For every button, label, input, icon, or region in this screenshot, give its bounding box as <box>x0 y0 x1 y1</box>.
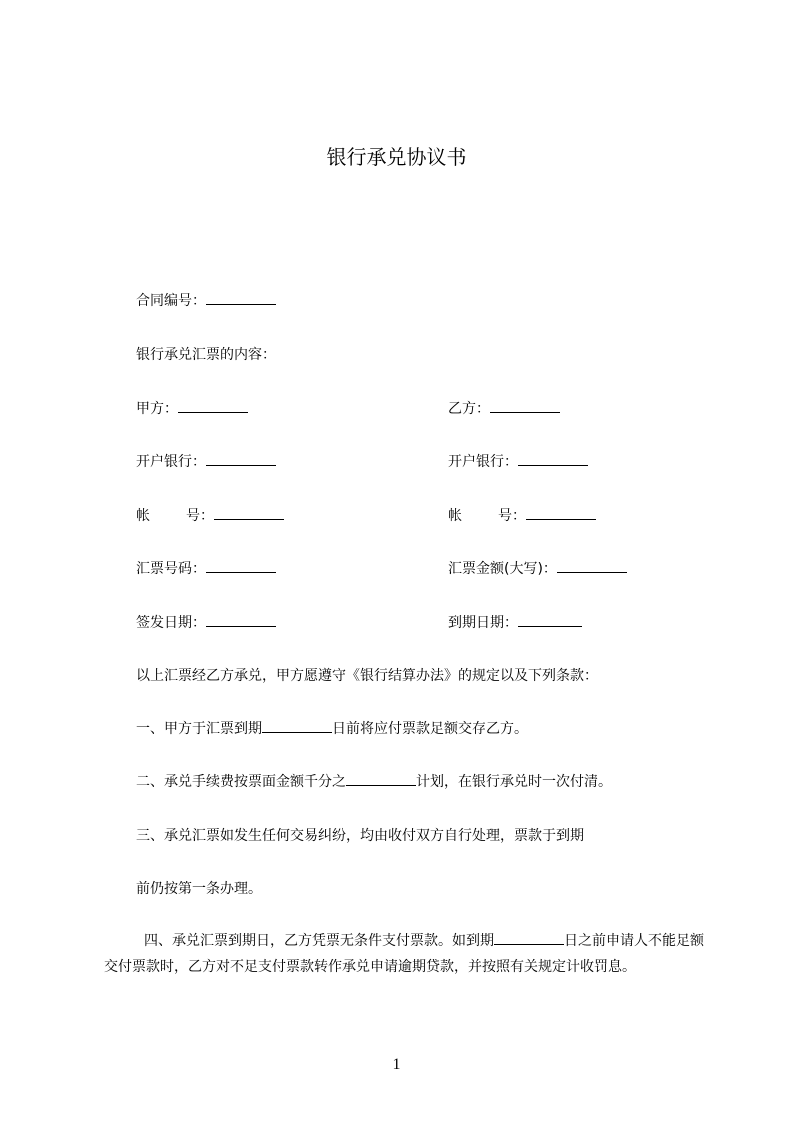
party-a-blank <box>178 398 248 413</box>
clause-4-blank <box>494 930 564 945</box>
clause-2-blank <box>346 771 416 786</box>
clause-1-after: 日前将应付票款足额交存乙方。 <box>332 721 528 737</box>
party-a-line <box>136 398 248 420</box>
clause-3-line-2: 前仍按第一条办理。 <box>136 881 262 897</box>
document-title: 银行承兑协议书 <box>326 145 467 169</box>
bank-b-blank <box>518 451 588 466</box>
bank-a-line <box>136 451 276 473</box>
issue-date-line <box>136 612 276 634</box>
contract-number-blank <box>206 290 276 305</box>
clause-1 <box>136 718 528 740</box>
clause-2 <box>136 771 612 793</box>
contract-number-line <box>136 290 276 312</box>
issue-date-label: 签发日期： <box>136 615 206 631</box>
clause-4-after: 日之前申请人不能足额交付票款时，乙方对不足支付票款转作承兑申请逾期贷款，并按照有关规定计收罚息。 <box>104 933 704 975</box>
account-a-label-2: 号： <box>186 508 214 524</box>
issue-date-blank <box>206 612 276 627</box>
draft-number-line <box>136 558 276 580</box>
draft-number-label: 汇票号码： <box>136 561 206 577</box>
clause-1-before: 一、甲方于汇票到期 <box>136 721 262 737</box>
bank-a-blank <box>206 451 276 466</box>
draft-amount-label: 汇票金额(大写)： <box>448 561 557 577</box>
account-a-label-1: 帐 <box>136 508 150 524</box>
clause-2-after: 计划，在银行承兑时一次付清。 <box>416 774 612 790</box>
bank-b-label: 开户银行： <box>448 454 518 470</box>
preamble: 以上汇票经乙方承兑，甲方愿遵守《银行结算办法》的规定以及下列条款： <box>136 668 598 684</box>
draft-content-intro: 银行承兑汇票的内容： <box>136 347 276 363</box>
party-b-label: 乙方： <box>448 401 490 417</box>
bank-b-line <box>448 451 588 473</box>
account-b-line <box>448 505 596 527</box>
due-date-line <box>448 612 582 634</box>
contract-number-label: 合同编号： <box>136 293 206 309</box>
draft-number-blank <box>206 558 276 573</box>
account-b-blank <box>526 505 596 520</box>
clause-4-before: 四、承兑汇票到期日，乙方凭票无条件支付票款。如到期 <box>144 933 494 949</box>
page-number: 1 <box>392 1056 401 1073</box>
clause-1-blank <box>262 718 332 733</box>
party-b-blank <box>490 398 560 413</box>
clause-4 <box>104 928 708 980</box>
account-a-line <box>136 505 284 527</box>
clause-2-before: 二、承兑手续费按票面金额千分之 <box>136 774 346 790</box>
account-b-label-2: 号： <box>498 508 526 524</box>
account-b-label-1: 帐 <box>448 508 462 524</box>
draft-amount-blank <box>557 558 627 573</box>
account-a-blank <box>214 505 284 520</box>
due-date-blank <box>518 612 582 627</box>
bank-a-label: 开户银行： <box>136 454 206 470</box>
due-date-label: 到期日期： <box>448 615 518 631</box>
party-a-label: 甲方： <box>136 401 178 417</box>
party-b-line <box>448 398 560 420</box>
clause-3-line-1: 三、承兑汇票如发生任何交易纠纷，均由收付双方自行处理，票款于到期 <box>136 828 584 844</box>
draft-amount-line <box>448 558 627 580</box>
